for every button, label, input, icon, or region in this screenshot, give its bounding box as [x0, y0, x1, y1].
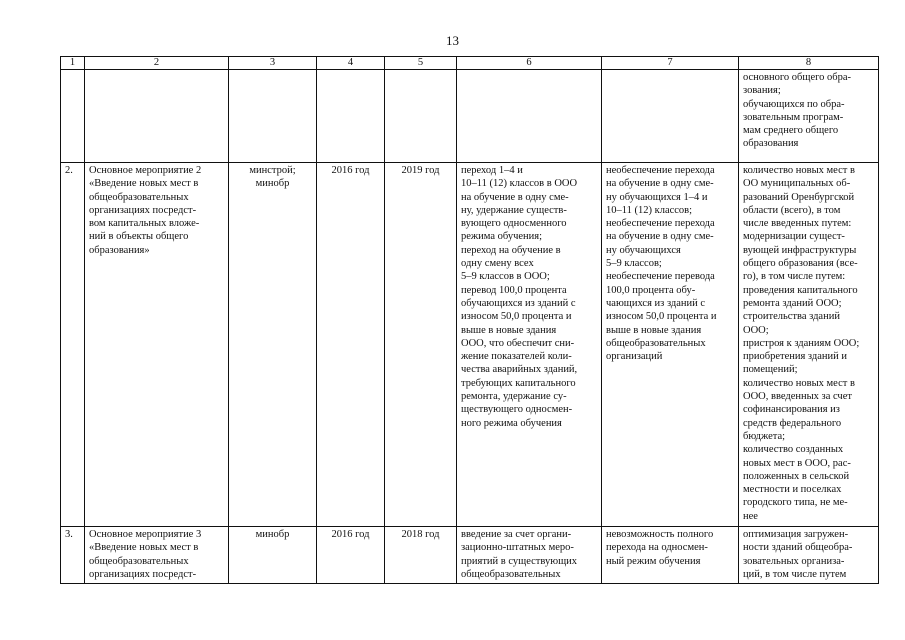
executor-cell: минобр: [229, 527, 317, 584]
row-number-cell: 2.: [61, 163, 85, 527]
consequences-cell: необеспечение перехода на обучение в одну сме- ну обучающихся 1–4 и 10–11 (12) классов; необеспечение перехода на обучение в одну сме- ну обучающихся 5–9 классов; необеспечение перевода 100,0 процента обу- чающихся из зданий с износом 50,0 процента и выше в новые здания общеобразовательных организаций: [602, 163, 739, 527]
expected-result-cell: [457, 70, 602, 163]
header-cell: 2: [85, 57, 229, 70]
executor-cell: минстрой; минобр: [229, 163, 317, 527]
header-cell: 4: [317, 57, 385, 70]
row-number-cell: [61, 70, 85, 163]
page-number: 13: [446, 33, 459, 48]
header-cell: 7: [602, 57, 739, 70]
table-row: [61, 527, 879, 584]
measure-name-cell: Основное мероприятие 2 «Введение новых мест в общеобразовательных организациях посредст- вом капитальных вложе- ний в объекты общего образования»: [85, 163, 229, 527]
indicator-cell: основного общего обра- зования; обучающихся по обра- зовательным програм- мам среднего общего образования: [739, 70, 879, 163]
consequences-cell: невозможность полного перехода на односмен- ный режим обучения: [602, 527, 739, 584]
header-cell: 8: [739, 57, 879, 70]
end-year-cell: [385, 70, 457, 163]
start-year-cell: 2016 год: [317, 527, 385, 584]
header-cell: 5: [385, 57, 457, 70]
header-row: [61, 57, 879, 70]
expected-result-cell: введение за счет органи- зационно-штатных меро- приятий в существующих общеобразовательных: [457, 527, 602, 584]
measure-name-cell: Основное мероприятие 3 «Введение новых мест в общеобразовательных организациях посредст-: [85, 527, 229, 584]
header-cell: 1: [61, 57, 85, 70]
row-number-cell: 3.: [61, 527, 85, 584]
executor-cell: [229, 70, 317, 163]
end-year-cell: 2018 год: [385, 527, 457, 584]
expected-result-cell: переход 1–4 и 10–11 (12) классов в ООО на обучение в одну сме- ну, удержание существ- вующего односменного режима обучения; переход на обучение в одну смену всех 5–9 классов в ООО; перевод 100,0 процента обучающихся из зданий с износом 50,0 процента и выше в новые здания ООО, что обеспечит сни- жение показателей коли- чества аварийных зданий, требующих капитального ремонта, удержание су- ществующего односмен- ного режима обучения: [457, 163, 602, 527]
indicator-cell: оптимизация загружен- ности зданий общеобра- зовательных организа- ций, в том числе путем: [739, 527, 879, 584]
measures-table: [60, 56, 879, 584]
header-cell: 6: [457, 57, 602, 70]
consequences-cell: [602, 70, 739, 163]
end-year-cell: 2019 год: [385, 163, 457, 527]
indicator-cell: количество новых мест в ОО муниципальных об- разований Оренбургской области (всего), в том числе введенных путем: модернизации сущест- вующей инфраструктуры общего образования (все- го), в том числе путем: проведения капитального ремонта зданий ООО; строительства зданий ООО; пристроя к зданиям ООО; приобретения зданий и помещений; количество новых мест в ООО, введенных за счет софинансирования из средств федерального бюджета; количество созданных новых мест в ООО, рас- положенных в сельской местности и поселках городского типа, не ме- нее: [739, 163, 879, 527]
table-row: [61, 70, 879, 163]
table-row: [61, 163, 879, 527]
start-year-cell: 2016 год: [317, 163, 385, 527]
start-year-cell: [317, 70, 385, 163]
header-cell: 3: [229, 57, 317, 70]
measure-name-cell: [85, 70, 229, 163]
